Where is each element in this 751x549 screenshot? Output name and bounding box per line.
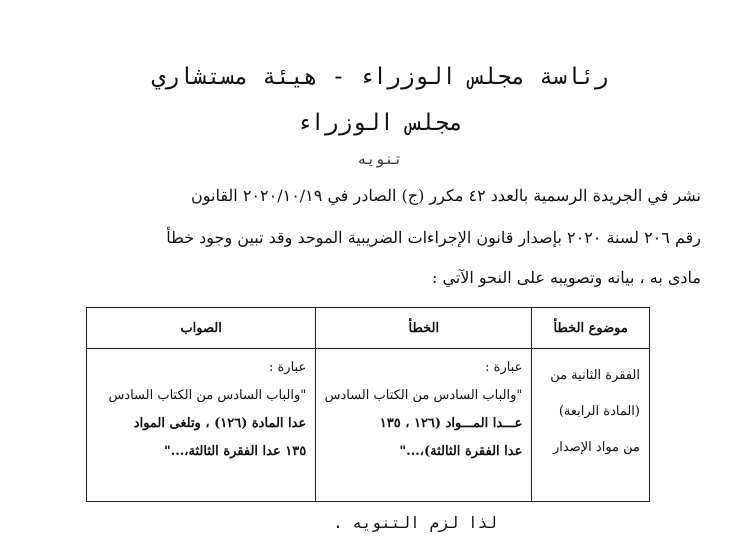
paragraph-line-1: نشر في الجريدة الرسمية بالعدد ٤٢ مكرر (ج) الصادر في ٢٠٢٠/١٠/١٩ القانون (190, 186, 701, 205)
notice-title: تنويه (357, 150, 403, 168)
paragraph-line-3: مادى به ، بيانه وتصويبه على النحو الآتي : (431, 268, 701, 287)
topic-line: (المادة الرابعة) (558, 404, 640, 419)
topic-line: الفقرة الثانية من (550, 368, 640, 383)
document-heading-authority: رئاسة مجلس الوزراء - هيئة مستشاري (151, 64, 609, 90)
paragraph-line-2: رقم ٢٠٦ لسنة ٢٠٢٠ بإصدار قانون الإجراءات الضريبية الموحد وقد تبين وجود خطأ (166, 228, 701, 247)
topic-line: من مواد الإصدار (553, 440, 640, 455)
wrong-line: عـــدا المـــواد (١٢٦ ، ١٣٥ (379, 416, 523, 431)
right-line: "والباب السادس من الكتاب السادس (108, 388, 307, 403)
closing-note: لذا لزم التنويه . (333, 513, 497, 532)
right-line: عبارة : (268, 360, 307, 375)
wrong-line: "والباب السادس من الكتاب السادس (324, 388, 523, 403)
header-wrong: الخطأ (316, 308, 532, 349)
table-row (87, 349, 650, 502)
table-header-row (87, 308, 650, 349)
wrong-line: عبارة : (485, 360, 523, 375)
header-right: الصواب (87, 308, 316, 349)
topic-cell (532, 349, 650, 502)
right-cell (87, 349, 316, 502)
wrong-cell (316, 349, 532, 502)
wrong-line: عدا الفقرة الثالثة)،..." (399, 444, 523, 459)
document-heading-council: مجلس الوزراء (296, 110, 464, 136)
right-line: عدا المادة (١٢٦) ، وتلغى المواد (133, 416, 307, 431)
header-topic: موضوع الخطأ (532, 308, 650, 349)
correction-table (86, 307, 650, 502)
right-line: ١٣٥ عدا الفقرة الثالثة،..." (163, 444, 307, 459)
